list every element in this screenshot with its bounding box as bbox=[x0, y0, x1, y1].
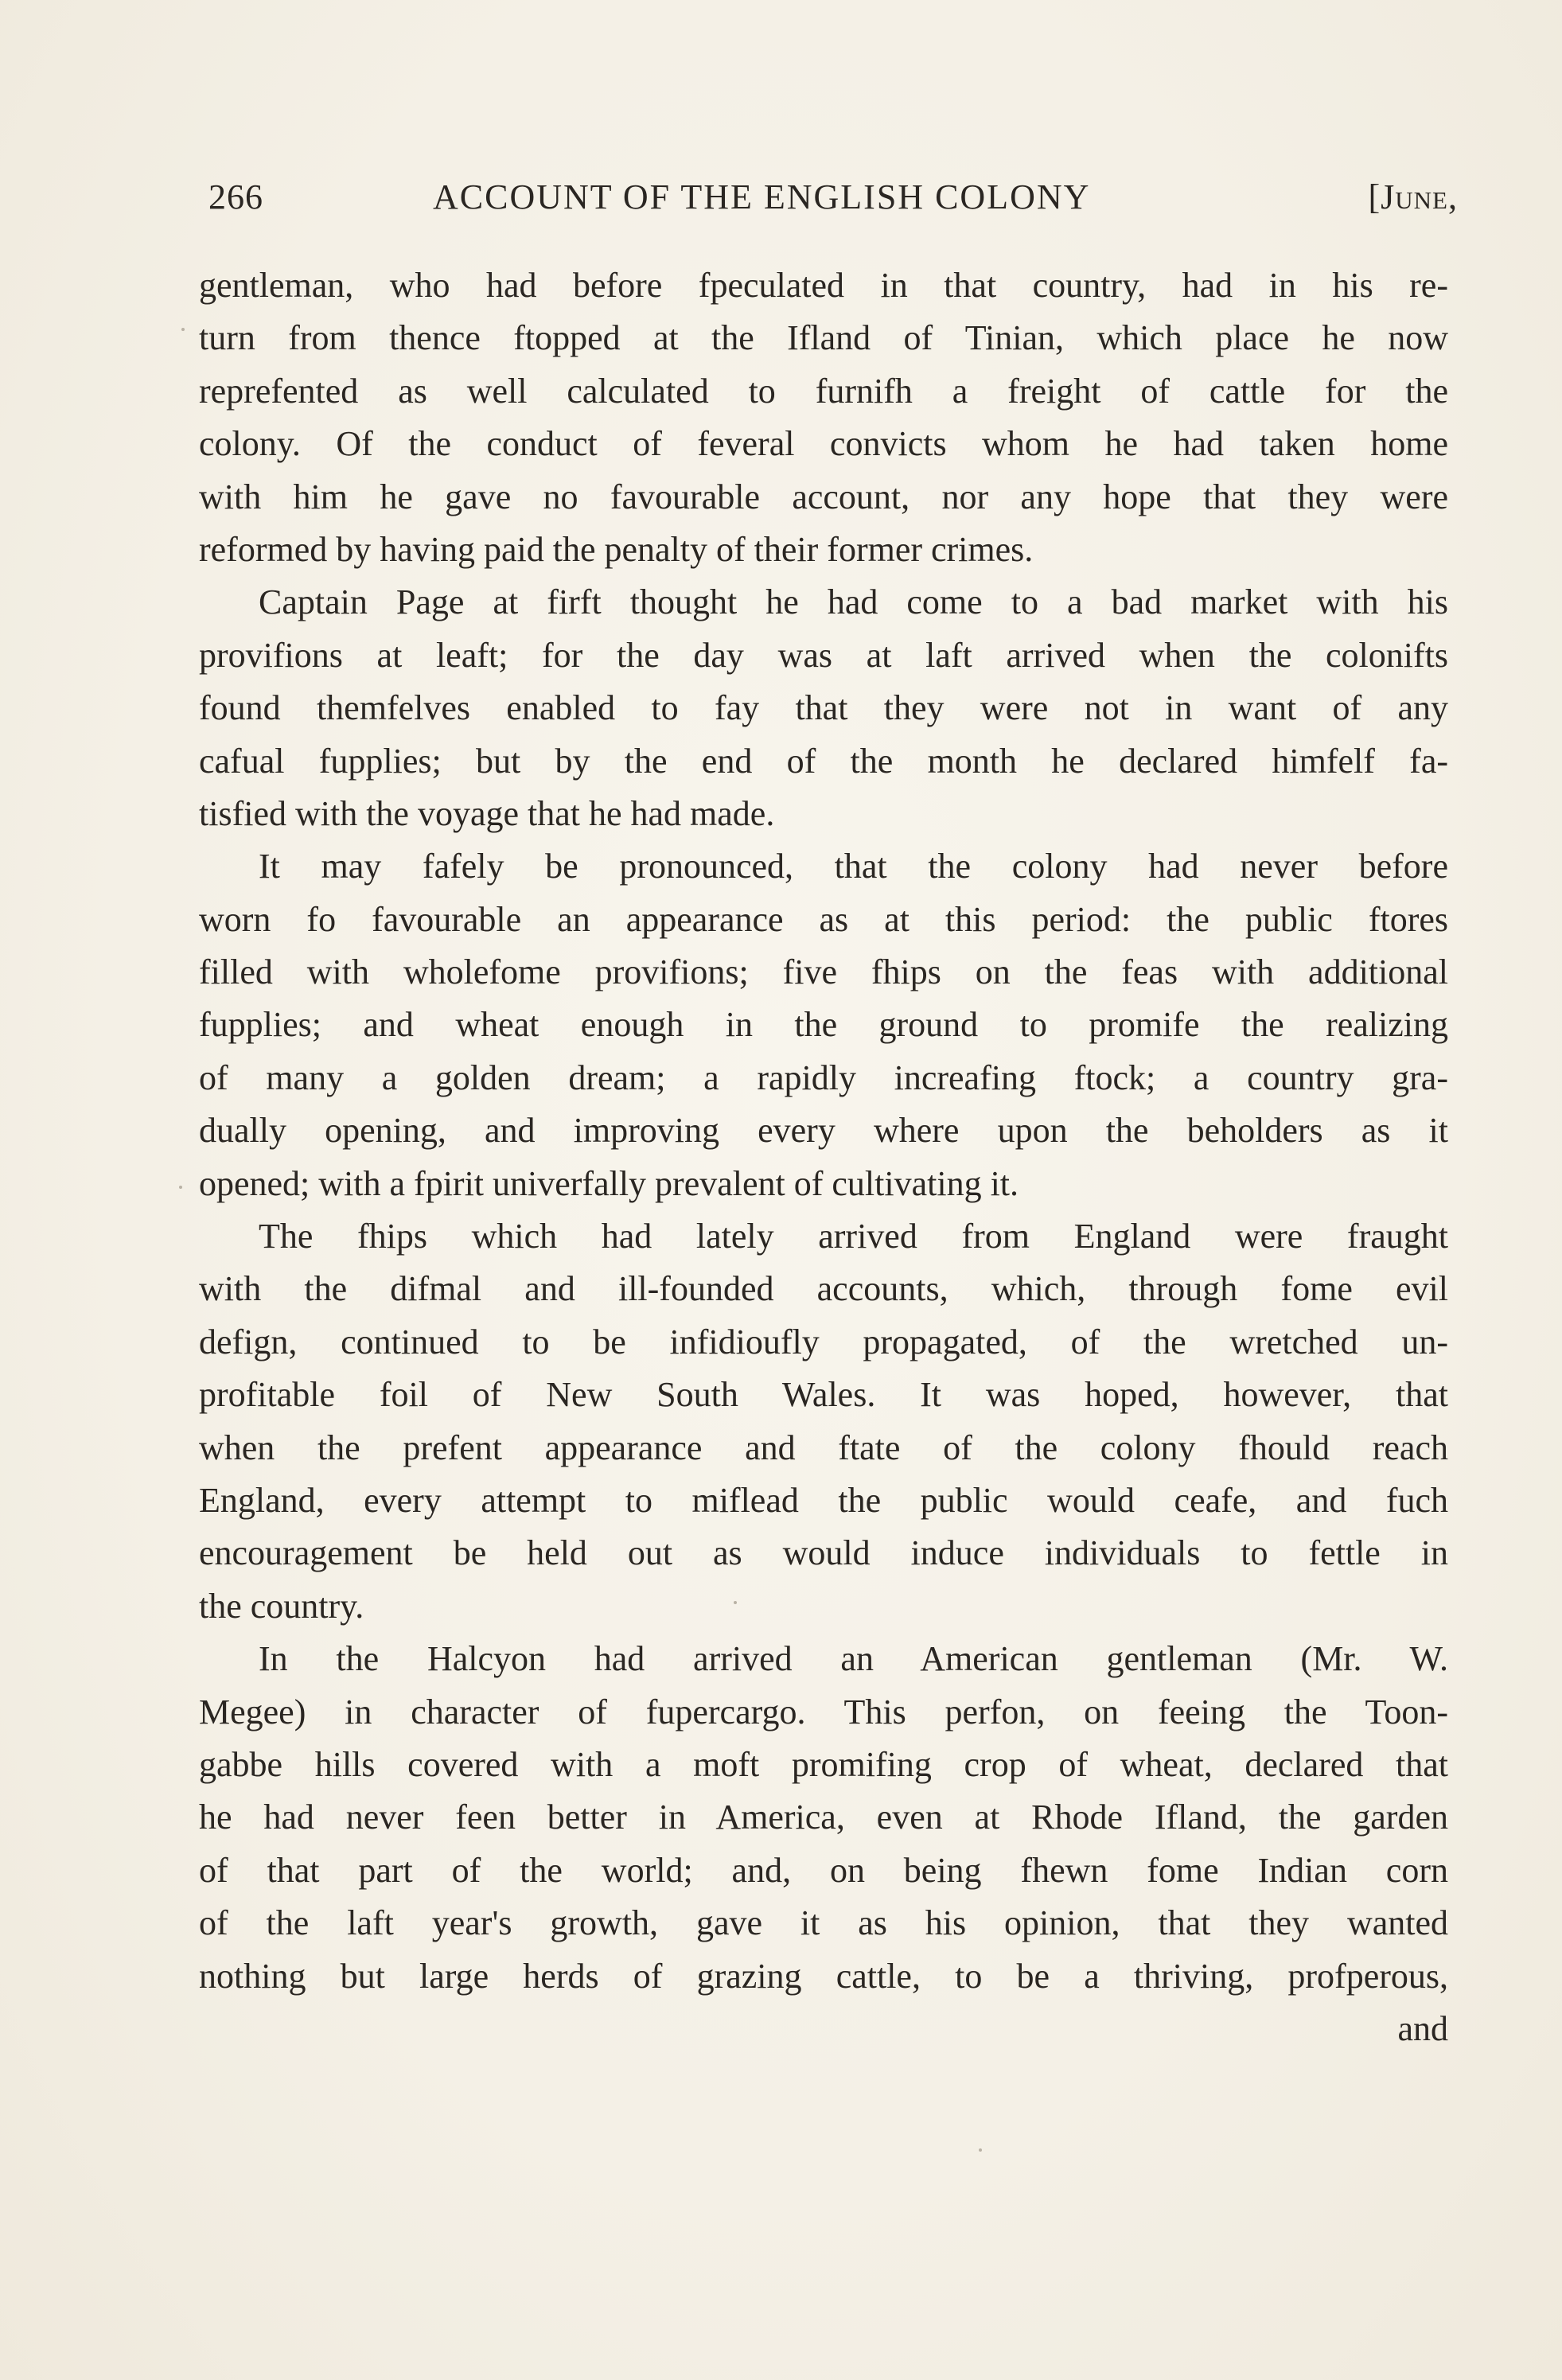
text-line: profitable foil of New South Wales. It was hoped, however, that bbox=[199, 1375, 1448, 1415]
text-line: cafual fupplies; but by the end of the month he declared himfelf fa- bbox=[199, 741, 1448, 781]
paper-speck bbox=[979, 2148, 982, 2152]
running-head bbox=[208, 177, 1458, 224]
paragraph-start-line: The fhips which had lately arrived from England were fraught bbox=[259, 1217, 1448, 1256]
page-number: 266 bbox=[208, 177, 263, 216]
text-line: fupplies; and wheat enough in the ground to promife the realizing bbox=[199, 1005, 1448, 1045]
text-line: defign, continued to be infidioufly propagated, of the wretched un- bbox=[199, 1322, 1448, 1361]
text-line: of many a golden dream; a rapidly increafing ftock; a country gra- bbox=[199, 1058, 1448, 1097]
text-line: dually opening, and improving every where upon the beholders as it bbox=[199, 1111, 1448, 1151]
running-title: ACCOUNT OF THE ENGLISH COLONY bbox=[433, 177, 1091, 216]
text-line: found themfelves enabled to fay that they were not in want of any bbox=[199, 688, 1448, 728]
text-line: worn fo favourable an appearance as at this period: the public ftores bbox=[199, 899, 1448, 939]
text-line: with him he gave no favourable account, nor any hope that they were bbox=[199, 477, 1448, 516]
text-line: of the laft year's growth, gave it as his opinion, that they wanted bbox=[199, 1903, 1448, 1943]
paragraph-start-line: In the Halcyon had arrived an American gentleman (Mr. W. bbox=[259, 1639, 1448, 1679]
text-line: Megee) in character of fupercargo. This perfon, on feeing the Toon- bbox=[199, 1692, 1448, 1731]
text-line: turn from thence ftopped at the Ifland of Tinian, which place he now bbox=[199, 318, 1448, 358]
paragraph-start-line: Captain Page at firft thought he had come to a bad market with his bbox=[259, 582, 1448, 622]
text-line: nothing but large herds of grazing cattle, to be a thriving, profperous, bbox=[199, 1956, 1448, 1996]
paper-speck bbox=[179, 1186, 182, 1189]
paragraph-start-line: It may fafely be pronounced, that the colony had never before bbox=[259, 847, 1448, 886]
text-line: England, every attempt to miflead the public would ceafe, and fuch bbox=[199, 1480, 1448, 1520]
text-line: gabbe hills covered with a moft promifing crop of wheat, declared that bbox=[199, 1744, 1448, 1784]
text-line: filled with wholefome provifions; five fhips on the feas with additional bbox=[199, 952, 1448, 992]
text-line: encouragement be held out as would induce individuals to fettle in bbox=[199, 1533, 1448, 1573]
text-line: reprefented as well calculated to furnifh a freight of cattle for the bbox=[199, 371, 1448, 411]
text-line: when the prefent appearance and ftate of the colony fhould reach bbox=[199, 1428, 1448, 1467]
catchword: and bbox=[1397, 2008, 1448, 2048]
text-line: he had never feen better in America, even at Rhode Ifland, the garden bbox=[199, 1798, 1448, 1837]
text-line: colony. Of the conduct of feveral convicts whom he had taken home bbox=[199, 424, 1448, 464]
text-line: of that part of the world; and, on being fhewn fome Indian corn bbox=[199, 1850, 1448, 1890]
paper-speck bbox=[181, 328, 185, 331]
text-line: with the difmal and ill-founded accounts, which, through fome evil bbox=[199, 1269, 1448, 1309]
text-line: provifions at leaft; for the day was at laft arrived when the colonifts bbox=[199, 635, 1448, 675]
text-line: gentleman, who had before fpeculated in that country, had in his re- bbox=[199, 266, 1448, 305]
text-line: tisfied with the voyage that he had made. bbox=[199, 793, 775, 833]
text-line: the country. bbox=[199, 1586, 364, 1626]
running-month: [June, bbox=[1368, 177, 1458, 216]
text-line: reformed by having paid the penalty of their former crimes. bbox=[199, 529, 1034, 569]
paper-speck bbox=[734, 1601, 737, 1604]
body-text bbox=[199, 259, 1448, 2055]
text-line: opened; with a fpirit univerfally prevalent of cultivating it. bbox=[199, 1163, 1019, 1203]
